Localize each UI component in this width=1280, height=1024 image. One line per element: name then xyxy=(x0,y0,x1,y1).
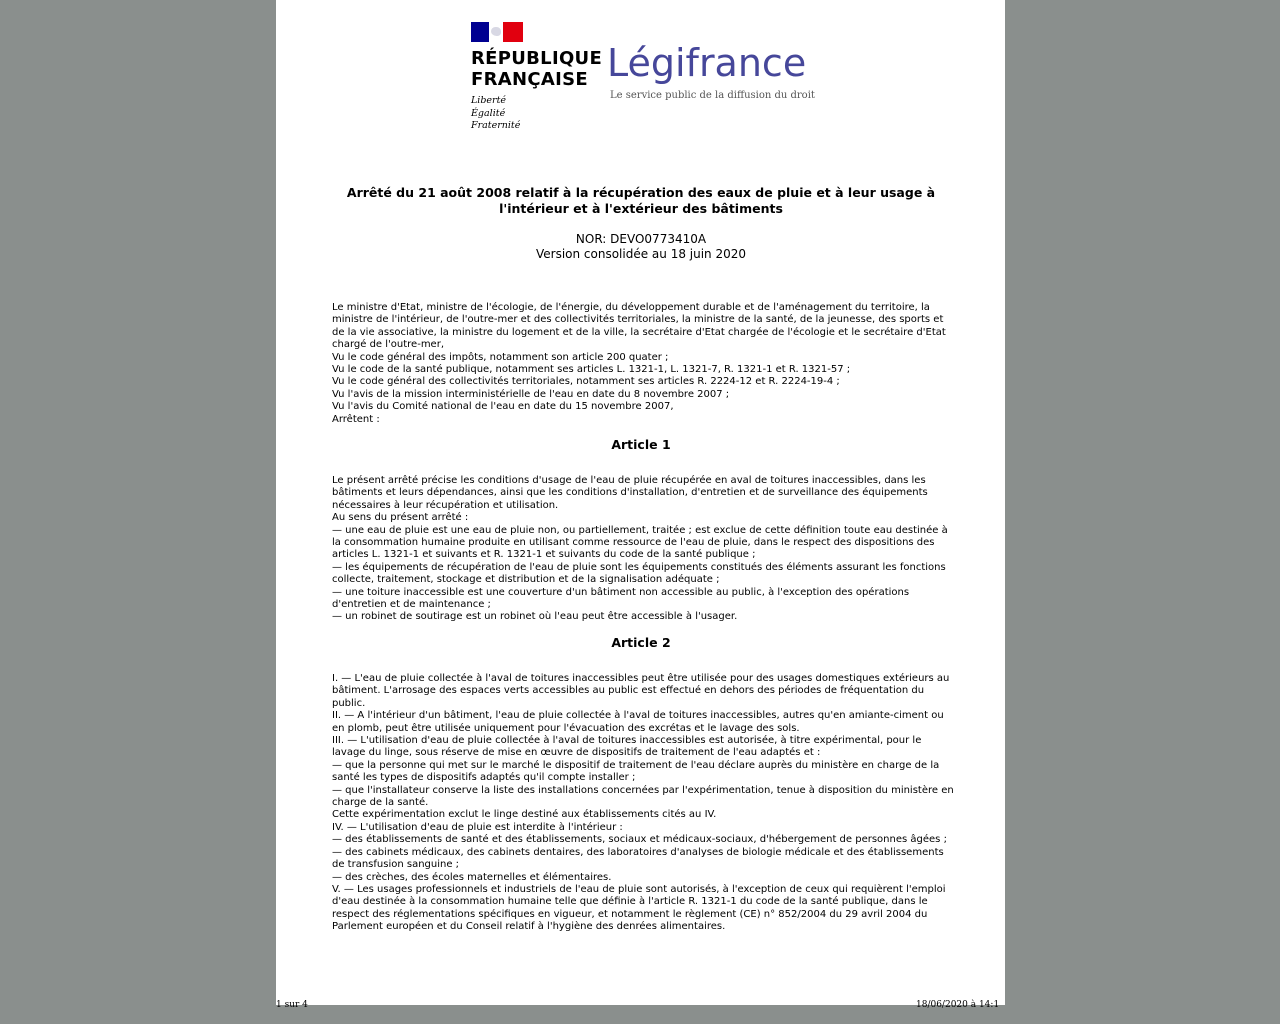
preamble-paragraph: Vu l'avis du Comité national de l'eau en date du 15 novembre 2007, xyxy=(332,401,674,413)
article-paragraph: III. — L'utilisation d'eau de pluie collectée à l'aval de toitures inaccessibles est autorisée, à titre expérimental, pour le lavage du linge, sous réserve de mise en œuvre de dispositifs de traitement de l'eau adaptés et : xyxy=(332,735,922,759)
article-paragraph: Cette expérimentation exclut le linge destiné aux établissements cités au IV. xyxy=(332,809,717,821)
article-paragraph: Le présent arrêté précise les conditions d'usage de l'eau de pluie récupérée en aval de toitures inaccessibles, dans les bâtiments et leurs dépendances, ainsi que les conditions d'installation, d'entretien et de surveillance des équipements nécessaires à leur récupération et utilisation. xyxy=(332,475,928,511)
article-paragraph: — les équipements de récupération de l'eau de pluie sont les équipements constitués des éléments assurant les fonctions collecte, traitement, stockage et distribution et de la signalisation adéquate ; xyxy=(332,561,946,586)
article-paragraph: IV. — L'utilisation d'eau de pluie est interdite à l'intérieur : xyxy=(332,821,623,833)
article-paragraph: V. — Les usages professionnels et industriels de l'eau de pluie sont autorisés, à l'exception de ceux qui requièrent l'emploi d'eau destinée à la consommation humaine telle que définie à l'article R. 1321-1 du code de la santé publique, dans le respect des réglementations spécifiques en vigueur, et notamment le règlement (CE) n° 852/2004 du 29 avril 2004 du Parlement européen et du Conseil relatif à l'hygiène des denrées alimentaires. xyxy=(332,883,946,933)
legifrance-logo xyxy=(607,40,815,101)
article-paragraph: — des cabinets médicaux, des cabinets dentaires, des laboratoires d'analyses de biologie médicale et des établissements de transfusion sanguine ; xyxy=(332,846,944,871)
preamble-paragraph: Le ministre d'Etat, ministre de l'écologie, de l'énergie, du développement durable et de l'aménagement du territoire, la ministre de l'intérieur, de l'outre-mer et des collectivités territoriales, la ministre de la santé, de la jeunesse, des sports et de la vie associative, la ministre du logement et de la ville, la secrétaire d'Etat chargée de l'écologie et le secrétaire d'Etat chargé de l'outre-mer, xyxy=(332,302,946,351)
article-paragraph: II. — A l'intérieur d'un bâtiment, l'eau de pluie collectée à l'aval de toitures inaccessibles, autres qu'en amiante-ciment ou en plomb, peut être utilisée uniquement pour l'évacuation des excrétas et le lavage des sols. xyxy=(332,710,944,734)
preamble-paragraph: Arrêtent : xyxy=(332,413,380,425)
article-paragraph: Au sens du présent arrêté : xyxy=(332,512,469,524)
preamble-paragraph: Vu l'avis de la mission interministérielle de l'eau en date du 8 novembre 2007 ; xyxy=(332,388,730,400)
document-title: Arrêté du 21 août 2008 relatif à la récupération des eaux de pluie et à leur usage à l'intérieur et à l'extérieur des bâtiments xyxy=(346,185,936,216)
page-footer-right: 18/06/2020 à 14:1 xyxy=(916,1000,1000,1010)
preamble-paragraph: Vu le code général des collectivités territoriales, notamment ses articles R. 2224-12 et R. 2224-19-4 ; xyxy=(332,376,840,388)
republique-francaise-text: RÉPUBLIQUE FRANÇAISE xyxy=(471,48,603,90)
page-footer-left: 1 sur 4 xyxy=(276,1000,308,1010)
motto-line: Fraternité xyxy=(471,120,521,131)
article-2-heading: Article 2 xyxy=(611,635,671,650)
article-paragraph: — une toiture inaccessible est une couverture d'un bâtiment non accessible au public, à l'exception des opérations d'entretien et de maintenance ; xyxy=(332,586,910,611)
motto-line: Égalité xyxy=(471,107,506,119)
site-name: Légifrance xyxy=(607,41,807,85)
nor-reference: NOR: DEVO0773410A xyxy=(575,232,707,246)
motto xyxy=(471,95,601,133)
article-2-body xyxy=(332,673,956,934)
document-page xyxy=(276,0,1005,1010)
preamble xyxy=(332,302,956,426)
article-1-body xyxy=(332,475,956,624)
preamble-paragraph: Vu le code de la santé publique, notamment ses articles L. 1321-1, L. 1321-7, R. 1321-1 et R. 1321-57 ; xyxy=(332,364,851,376)
article-paragraph: — que l'installateur conserve la liste des installations concernées par l'expérimentation, tenue à disposition du ministère en charge de la santé. xyxy=(332,784,954,809)
version-date: Version consolidée au 18 juin 2020 xyxy=(535,247,747,261)
article-paragraph: — que la personne qui met sur le marché le dispositif de traitement de l'eau déclare auprès du ministère en charge de la santé les types de dispositifs adaptés qu'il compte installer ; xyxy=(332,759,940,784)
article-paragraph: I. — L'eau de pluie collectée à l'aval de toitures inaccessibles peut être utilisée pour des usages domestiques extérieurs au bâtiment. L'arrosage des espaces verts accessibles au public est effectué en dehors des périodes de fréquentation du public. xyxy=(332,673,950,709)
article-paragraph: — une eau de pluie est une eau de pluie non, ou partiellement, traitée ; est exclue de cette définition toute eau destinée à la consommation humaine produite en utilisant comme ressource de l'eau de pluie, dans le respect des dispositions des articles L. 1321-1 et suivants et R. 1321-1 et suivants du code de la santé publique ; xyxy=(332,524,948,561)
article-paragraph: — des établissements de santé et des établissements, sociaux et médicaux-sociaux, d'hébergement de personnes âgées ; xyxy=(332,834,947,846)
site-tagline: Le service public de la diffusion du droit xyxy=(610,90,815,101)
article-paragraph: — un robinet de soutirage est un robinet où l'eau peut être accessible à l'usager. xyxy=(332,611,738,623)
preamble-paragraph: Vu le code général des impôts, notamment son article 200 quater ; xyxy=(332,351,669,363)
article-paragraph: — des crèches, des écoles maternelles et élémentaires. xyxy=(332,871,612,883)
marianne-flag-icon xyxy=(471,22,523,42)
motto-line: Liberté xyxy=(471,95,507,106)
article-1-heading: Article 1 xyxy=(611,437,671,452)
republique-francaise-logo xyxy=(471,22,601,133)
